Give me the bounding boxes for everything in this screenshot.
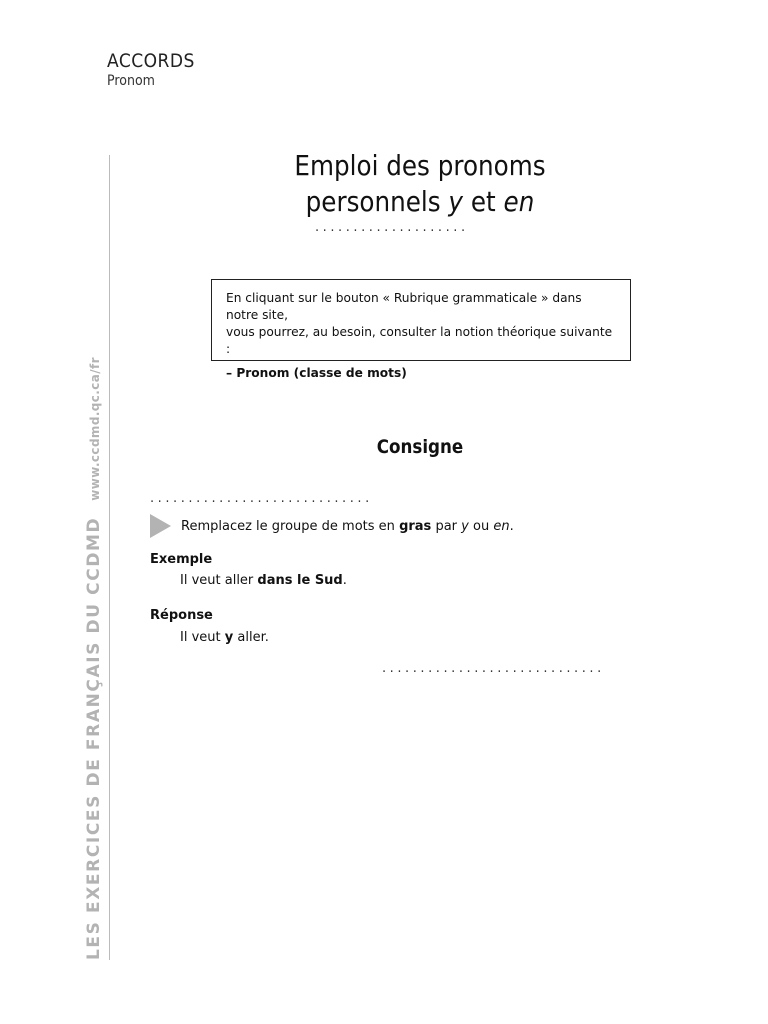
series-brand: LES EXERCICES DE FRANÇAIS DU CCDMD	[84, 516, 104, 960]
vertical-sidebar-text	[84, 357, 104, 960]
note-line-1: En cliquant sur le bouton « Rubrique grammaticale » dans notre site,	[226, 291, 582, 322]
note-item: – Pronom (classe de mots)	[226, 366, 407, 380]
play-arrow-icon	[150, 514, 171, 538]
example-sentence: Il veut aller dans le Sud.	[180, 573, 347, 588]
end-dotted-rule: .............................	[382, 661, 605, 676]
example-label: Exemple	[150, 552, 213, 567]
title-dotted-rule: ....................	[315, 220, 469, 235]
consigne-heading: Consigne	[376, 436, 464, 458]
title-word-y: y	[448, 185, 464, 218]
answer-label: Réponse	[150, 608, 213, 623]
website-url: www.ccdmd.qc.ca/fr	[88, 357, 102, 501]
page-title	[191, 148, 649, 220]
instruction	[150, 514, 514, 538]
page-header	[107, 50, 205, 90]
instruction-text: Remplacez le groupe de mots en gras par y ou en.	[181, 518, 514, 534]
consigne-dotted-rule: .............................	[150, 491, 373, 506]
margin-rule	[109, 155, 110, 960]
section-title: ACCORDS	[107, 50, 195, 72]
title-line-2	[191, 184, 649, 220]
note-line-2: vous pourrez, au besoin, consulter la notion théorique suivante :	[226, 325, 613, 356]
title-word-en: en	[503, 185, 535, 218]
subsection-title: Pronom	[107, 73, 155, 89]
title-word-personnels: personnels	[305, 185, 441, 218]
title-line-1: Emploi des pronoms	[294, 149, 546, 182]
grammar-note-box	[211, 279, 631, 380]
answer-sentence: Il veut y aller.	[180, 630, 269, 645]
title-word-et: et	[470, 185, 496, 218]
